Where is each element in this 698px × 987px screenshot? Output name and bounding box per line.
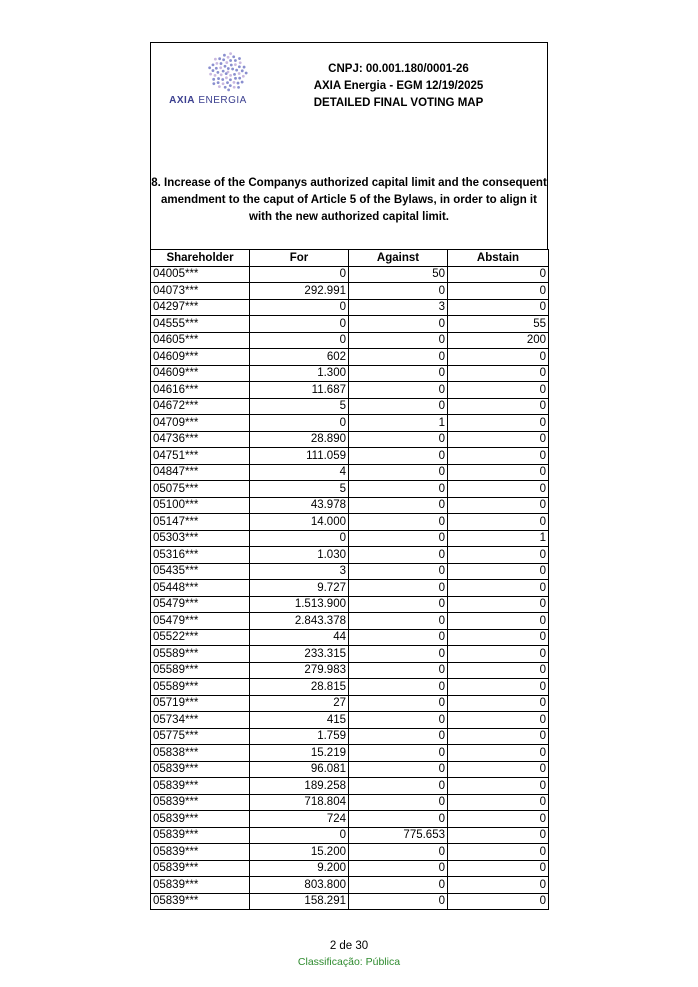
logo-dot (238, 65, 241, 68)
cell-for: 9.727 (250, 580, 349, 597)
cell-shareholder: 04847*** (151, 464, 250, 481)
logo-dot (208, 66, 211, 69)
cell-shareholder: 04605*** (151, 332, 250, 349)
logo-dot (212, 82, 215, 85)
table-row (151, 811, 549, 828)
table-row (151, 877, 549, 894)
cell-shareholder: 04073*** (151, 283, 250, 300)
document-title: DETAILED FINAL VOTING MAP (313, 97, 484, 109)
cell-against: 0 (349, 629, 448, 646)
cell-against: 0 (349, 679, 448, 696)
cell-for: 96.081 (250, 761, 349, 778)
table-row (151, 349, 549, 366)
cell-for: 28.890 (250, 431, 349, 448)
logo-dot (222, 70, 225, 73)
logo-dot (224, 65, 227, 68)
logo-dot (220, 62, 223, 65)
cell-against: 0 (349, 662, 448, 679)
cell-abstain: 0 (448, 580, 549, 597)
cell-against: 0 (349, 332, 448, 349)
cell-against: 0 (349, 398, 448, 415)
logo-dot (212, 69, 215, 72)
table-row (151, 283, 549, 300)
cell-abstain: 0 (448, 712, 549, 729)
cell-abstain: 0 (448, 382, 549, 399)
cell-against: 0 (349, 464, 448, 481)
meeting-title: AXIA Energia - EGM 12/19/2025 (313, 80, 484, 92)
table-row (151, 431, 549, 448)
cell-for: 292.991 (250, 283, 349, 300)
table-row (151, 316, 549, 333)
table-row (151, 563, 549, 580)
cell-for: 0 (250, 332, 349, 349)
cell-for: 803.800 (250, 877, 349, 894)
table-row (151, 382, 549, 399)
table-row (151, 547, 549, 564)
cell-for: 27 (250, 695, 349, 712)
cell-abstain: 0 (448, 679, 549, 696)
cnpj: CNPJ: 00.001.180/0001-26 (328, 63, 469, 75)
logo-dot (220, 73, 223, 76)
cell-for: 4 (250, 464, 349, 481)
cell-shareholder: 04609*** (151, 365, 250, 382)
table-row (151, 679, 549, 696)
logo-dot (209, 73, 212, 76)
cell-for: 724 (250, 811, 349, 828)
cell-abstain: 0 (448, 283, 549, 300)
cell-against: 0 (349, 712, 448, 729)
cell-abstain: 0 (448, 761, 549, 778)
cell-for: 233.315 (250, 646, 349, 663)
cell-shareholder: 05839*** (151, 877, 250, 894)
cell-against: 0 (349, 811, 448, 828)
table-row (151, 596, 549, 613)
cell-shareholder: 05522*** (151, 629, 250, 646)
table-row (151, 580, 549, 597)
logo-dot (212, 78, 215, 81)
cell-against: 775.653 (349, 827, 448, 844)
cell-for: 0 (250, 316, 349, 333)
logo-dot (229, 59, 232, 62)
table-row (151, 893, 549, 910)
cell-shareholder: 05839*** (151, 811, 250, 828)
cell-against: 0 (349, 431, 448, 448)
cell-against: 0 (349, 514, 448, 531)
logo-brand-bold: AXIA (169, 95, 196, 106)
cell-against: 0 (349, 596, 448, 613)
cell-shareholder: 05479*** (151, 596, 250, 613)
cell-against: 0 (349, 481, 448, 498)
table-row (151, 365, 549, 382)
table-row (151, 266, 549, 283)
logo-dot (225, 76, 228, 79)
cell-shareholder: 05075*** (151, 481, 250, 498)
cell-abstain: 0 (448, 431, 549, 448)
cell-abstain: 0 (448, 728, 549, 745)
cell-abstain: 200 (448, 332, 549, 349)
table-row (151, 497, 549, 514)
cell-shareholder: 04709*** (151, 415, 250, 432)
logo-dot (217, 77, 220, 80)
cell-for: 11.687 (250, 382, 349, 399)
cell-for: 0 (250, 530, 349, 547)
logo-dot (218, 57, 221, 60)
logo-dot (222, 58, 225, 61)
cell-abstain: 0 (448, 415, 549, 432)
cell-for: 14.000 (250, 514, 349, 531)
cell-shareholder: 05589*** (151, 679, 250, 696)
page-number: 2 de 30 (329, 940, 369, 952)
table-row (151, 613, 549, 630)
cell-for: 43.978 (250, 497, 349, 514)
cell-shareholder: 05303*** (151, 530, 250, 547)
cell-abstain: 0 (448, 695, 549, 712)
table-row (151, 629, 549, 646)
logo-dot (212, 63, 215, 66)
cell-for: 28.815 (250, 679, 349, 696)
cell-shareholder: 04609*** (151, 349, 250, 366)
cell-abstain: 55 (448, 316, 549, 333)
logo-dot (233, 73, 236, 76)
column-header-for: For (250, 250, 349, 267)
logo-dot (229, 84, 232, 87)
cell-against: 0 (349, 349, 448, 366)
cell-against: 0 (349, 563, 448, 580)
cell-for: 44 (250, 629, 349, 646)
cell-abstain: 1 (448, 530, 549, 547)
cell-against: 0 (349, 497, 448, 514)
table-row (151, 712, 549, 729)
cell-abstain: 0 (448, 448, 549, 465)
cell-for: 5 (250, 398, 349, 415)
logo-dot (225, 61, 228, 64)
cell-against: 0 (349, 316, 448, 333)
cell-shareholder: 04751*** (151, 448, 250, 465)
cell-shareholder: 05839*** (151, 844, 250, 861)
cell-abstain: 0 (448, 893, 549, 910)
cell-for: 0 (250, 827, 349, 844)
cell-abstain: 0 (448, 497, 549, 514)
table-row (151, 761, 549, 778)
cell-abstain: 0 (448, 877, 549, 894)
cell-shareholder: 05839*** (151, 893, 250, 910)
cell-for: 1.030 (250, 547, 349, 564)
cell-against: 0 (349, 580, 448, 597)
column-header-against: Against (349, 250, 448, 267)
logo-dot (214, 74, 217, 77)
table-row (151, 332, 549, 349)
logo-dot (238, 72, 241, 75)
cell-against: 0 (349, 613, 448, 630)
logo-dot (234, 59, 237, 62)
table-row (151, 646, 549, 663)
cell-for: 1.300 (250, 365, 349, 382)
logo-dot (245, 72, 248, 75)
logo-dot (215, 62, 218, 65)
cell-abstain: 0 (448, 299, 549, 316)
logo-dot (222, 82, 225, 85)
column-header-abstain: Abstain (448, 250, 549, 267)
logo-dot (235, 69, 238, 72)
logo-dot (238, 57, 241, 60)
cell-for: 0 (250, 415, 349, 432)
cell-for: 158.291 (250, 893, 349, 910)
cell-against: 0 (349, 778, 448, 795)
cell-abstain: 0 (448, 827, 549, 844)
cell-abstain: 0 (448, 860, 549, 877)
cell-abstain: 0 (448, 481, 549, 498)
logo-wordmark (165, 95, 251, 106)
cell-for: 3 (250, 563, 349, 580)
logo-dot (221, 78, 224, 81)
cell-abstain: 0 (448, 662, 549, 679)
cell-against: 0 (349, 844, 448, 861)
cell-shareholder: 05435*** (151, 563, 250, 580)
cell-shareholder: 04672*** (151, 398, 250, 415)
cell-abstain: 0 (448, 349, 549, 366)
cell-against: 0 (349, 877, 448, 894)
cell-abstain: 0 (448, 464, 549, 481)
table-row (151, 728, 549, 745)
table-row (151, 464, 549, 481)
logo-dot (216, 71, 219, 74)
cell-shareholder: 05839*** (151, 860, 250, 877)
cell-for: 602 (250, 349, 349, 366)
cell-for: 1.513.900 (250, 596, 349, 613)
logo-dot (241, 81, 244, 84)
logo-dot (217, 81, 220, 84)
logo-dot (232, 55, 235, 58)
cell-shareholder: 05589*** (151, 662, 250, 679)
cell-abstain: 0 (448, 745, 549, 762)
logo-dot (224, 86, 227, 89)
cell-against: 0 (349, 794, 448, 811)
agenda-item-question: 8. Increase of the Companys authorized capital limit and the consequent amendment to the caput of Article 5 of the Bylaws, in order to align it with the new authorized capital limit. (151, 177, 547, 223)
cell-shareholder: 05838*** (151, 745, 250, 762)
cell-shareholder: 04297*** (151, 299, 250, 316)
table-row (151, 299, 549, 316)
cell-against: 0 (349, 547, 448, 564)
cell-abstain: 0 (448, 266, 549, 283)
logo-dot (227, 56, 230, 59)
table-row (151, 481, 549, 498)
logo-dot (237, 82, 240, 85)
cell-for: 718.804 (250, 794, 349, 811)
cell-against: 0 (349, 448, 448, 465)
column-header-shareholder: Shareholder (151, 250, 250, 267)
cell-abstain: 0 (448, 398, 549, 415)
table-row (151, 778, 549, 795)
cell-abstain: 0 (448, 844, 549, 861)
cell-against: 0 (349, 893, 448, 910)
cell-for: 1.759 (250, 728, 349, 745)
logo-dot (243, 66, 246, 69)
logo-dot (226, 81, 229, 84)
table-row (151, 794, 549, 811)
cell-for: 15.200 (250, 844, 349, 861)
cell-shareholder: 05839*** (151, 761, 250, 778)
cell-against: 0 (349, 860, 448, 877)
logo-dot (237, 86, 240, 89)
table-row (151, 398, 549, 415)
cell-for: 9.200 (250, 860, 349, 877)
cell-abstain: 0 (448, 514, 549, 531)
cell-against: 0 (349, 530, 448, 547)
cell-shareholder: 05839*** (151, 827, 250, 844)
table-row (151, 745, 549, 762)
logo-dot (234, 63, 237, 66)
cell-abstain: 0 (448, 646, 549, 663)
table-row (151, 415, 549, 432)
cell-shareholder: 05734*** (151, 712, 250, 729)
logo-dot (233, 81, 236, 84)
logo-dot (223, 54, 226, 57)
cell-against: 0 (349, 761, 448, 778)
logo-dot (231, 68, 234, 71)
table-row (151, 844, 549, 861)
logo-dot (242, 75, 245, 78)
logo-dot (214, 58, 217, 61)
logo-brand-rest: ENERGIA (195, 95, 247, 106)
cell-against: 1 (349, 415, 448, 432)
cell-against: 3 (349, 299, 448, 316)
cell-for: 2.843.378 (250, 613, 349, 630)
logo-dot (234, 77, 237, 80)
voting-table (150, 249, 549, 910)
cell-for: 15.219 (250, 745, 349, 762)
classification-label: Classificação: Pública (297, 956, 401, 968)
cell-against: 0 (349, 283, 448, 300)
cell-abstain: 0 (448, 629, 549, 646)
cell-shareholder: 04005*** (151, 266, 250, 283)
logo-dot (227, 67, 230, 70)
logo-dot (227, 88, 230, 91)
logo-dot (225, 72, 228, 75)
table-row (151, 514, 549, 531)
cell-against: 0 (349, 745, 448, 762)
cell-abstain: 0 (448, 613, 549, 630)
table-row (151, 860, 549, 877)
cell-shareholder: 04736*** (151, 431, 250, 448)
cell-abstain: 0 (448, 563, 549, 580)
cell-for: 0 (250, 266, 349, 283)
logo-dot (230, 64, 233, 67)
cell-against: 0 (349, 646, 448, 663)
logo-dot (241, 69, 244, 72)
cell-shareholder: 05479*** (151, 613, 250, 630)
cell-shareholder: 05839*** (151, 794, 250, 811)
table-header-row (151, 250, 549, 267)
table-row (151, 448, 549, 465)
cell-shareholder: 04555*** (151, 316, 250, 333)
cell-shareholder: 05100*** (151, 497, 250, 514)
cell-shareholder: 05719*** (151, 695, 250, 712)
cell-abstain: 0 (448, 365, 549, 382)
cell-shareholder: 05316*** (151, 547, 250, 564)
cell-against: 0 (349, 365, 448, 382)
logo-dot (229, 52, 232, 55)
cell-shareholder: 05589*** (151, 646, 250, 663)
cell-for: 111.059 (250, 448, 349, 465)
cell-abstain: 0 (448, 794, 549, 811)
logo-dot (219, 66, 222, 69)
cell-shareholder: 04616*** (151, 382, 250, 399)
logo-dot (239, 61, 242, 64)
cell-shareholder: 05775*** (151, 728, 250, 745)
table-row (151, 530, 549, 547)
logo-dot (215, 67, 218, 70)
cell-for: 279.983 (250, 662, 349, 679)
logo-dot (238, 77, 241, 80)
cell-shareholder: 05448*** (151, 580, 250, 597)
cell-abstain: 0 (448, 547, 549, 564)
logo-dot (229, 74, 232, 77)
cell-for: 5 (250, 481, 349, 498)
cell-against: 0 (349, 695, 448, 712)
table-row (151, 662, 549, 679)
cell-against: 50 (349, 266, 448, 283)
cell-shareholder: 05147*** (151, 514, 250, 531)
cell-abstain: 0 (448, 778, 549, 795)
table-row (151, 695, 549, 712)
cell-for: 0 (250, 299, 349, 316)
cell-against: 0 (349, 382, 448, 399)
logo-dot (218, 85, 221, 88)
cell-abstain: 0 (448, 811, 549, 828)
cell-shareholder: 05839*** (151, 778, 250, 795)
logo-dot (233, 86, 236, 89)
cell-abstain: 0 (448, 596, 549, 613)
cell-against: 0 (349, 728, 448, 745)
cell-for: 415 (250, 712, 349, 729)
table-row (151, 827, 549, 844)
cell-for: 189.258 (250, 778, 349, 795)
logo-dot (229, 78, 232, 81)
